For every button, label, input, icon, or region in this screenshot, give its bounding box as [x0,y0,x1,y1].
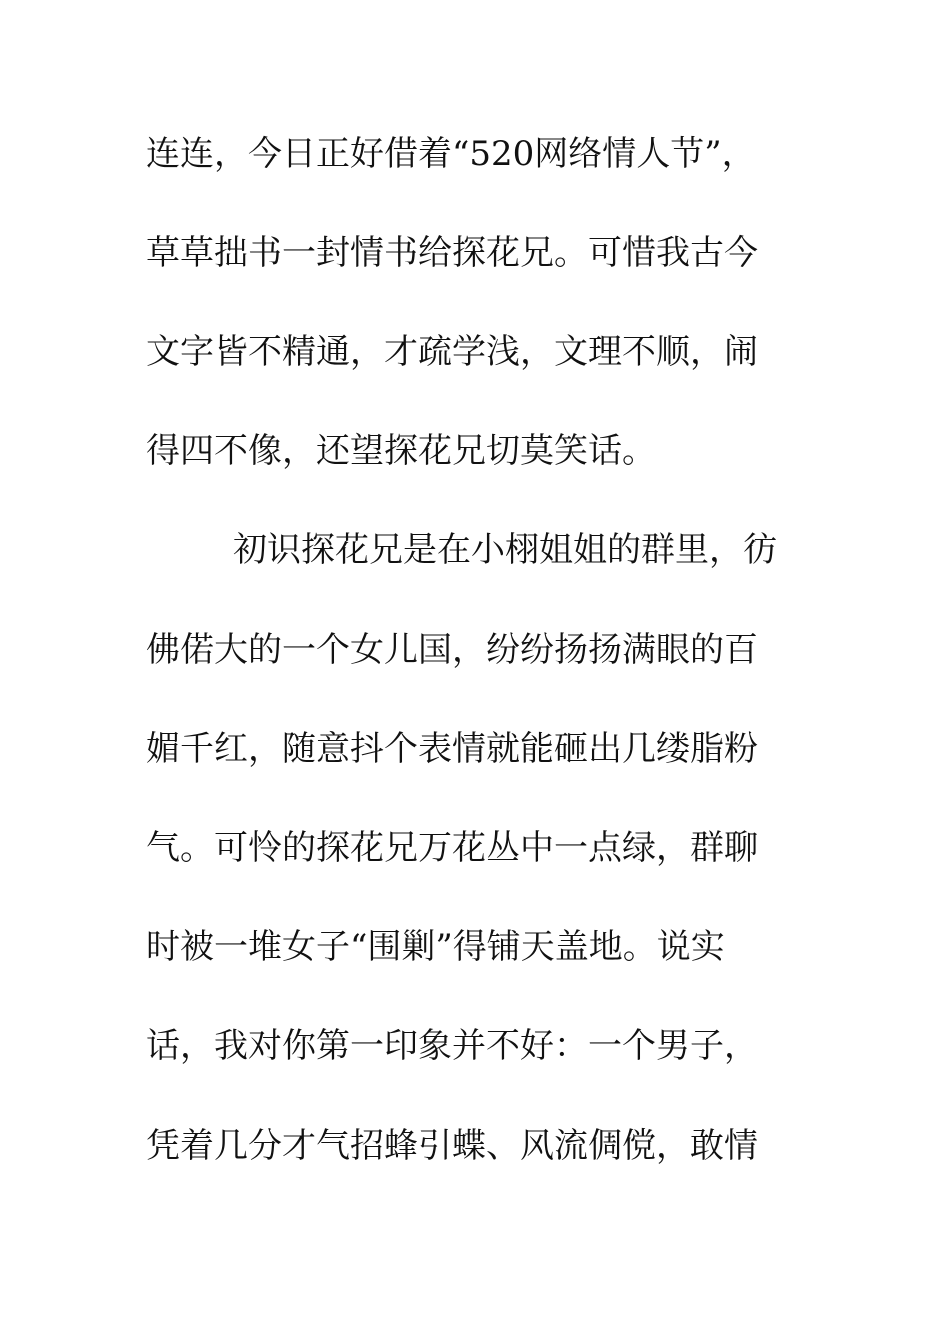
text-line: 得四不像，还望探花兄切莫笑话。 [146,431,656,471]
text-line: 连连，今日正好借着“520网络情人节”， [146,134,756,174]
text-line: 凭着几分才气招蜂引蝶、风流倜傥，敢情 [146,1126,758,1166]
paragraph-first-line: 初识探花兄是在小栩姐姐的群里，彷 [233,530,777,570]
text-line: 时被一堆女子“围剿”得铺天盖地。说实 [146,927,725,967]
text-line: 气。可怜的探花兄万花丛中一点绿，群聊 [146,828,758,868]
text-line: 媚千红，随意抖个表情就能砸出几缕脂粉 [146,729,758,769]
text-line: 文字皆不精通，才疏学浅，文理不顺，闹 [146,332,758,372]
text-line: 佛偌大的一个女儿国，纷纷扬扬满眼的百 [146,630,758,670]
text-line: 草草拙书一封情书给探花兄。可惜我古今 [146,233,758,273]
text-line: 话，我对你第一印象并不好：一个男子， [146,1026,758,1066]
